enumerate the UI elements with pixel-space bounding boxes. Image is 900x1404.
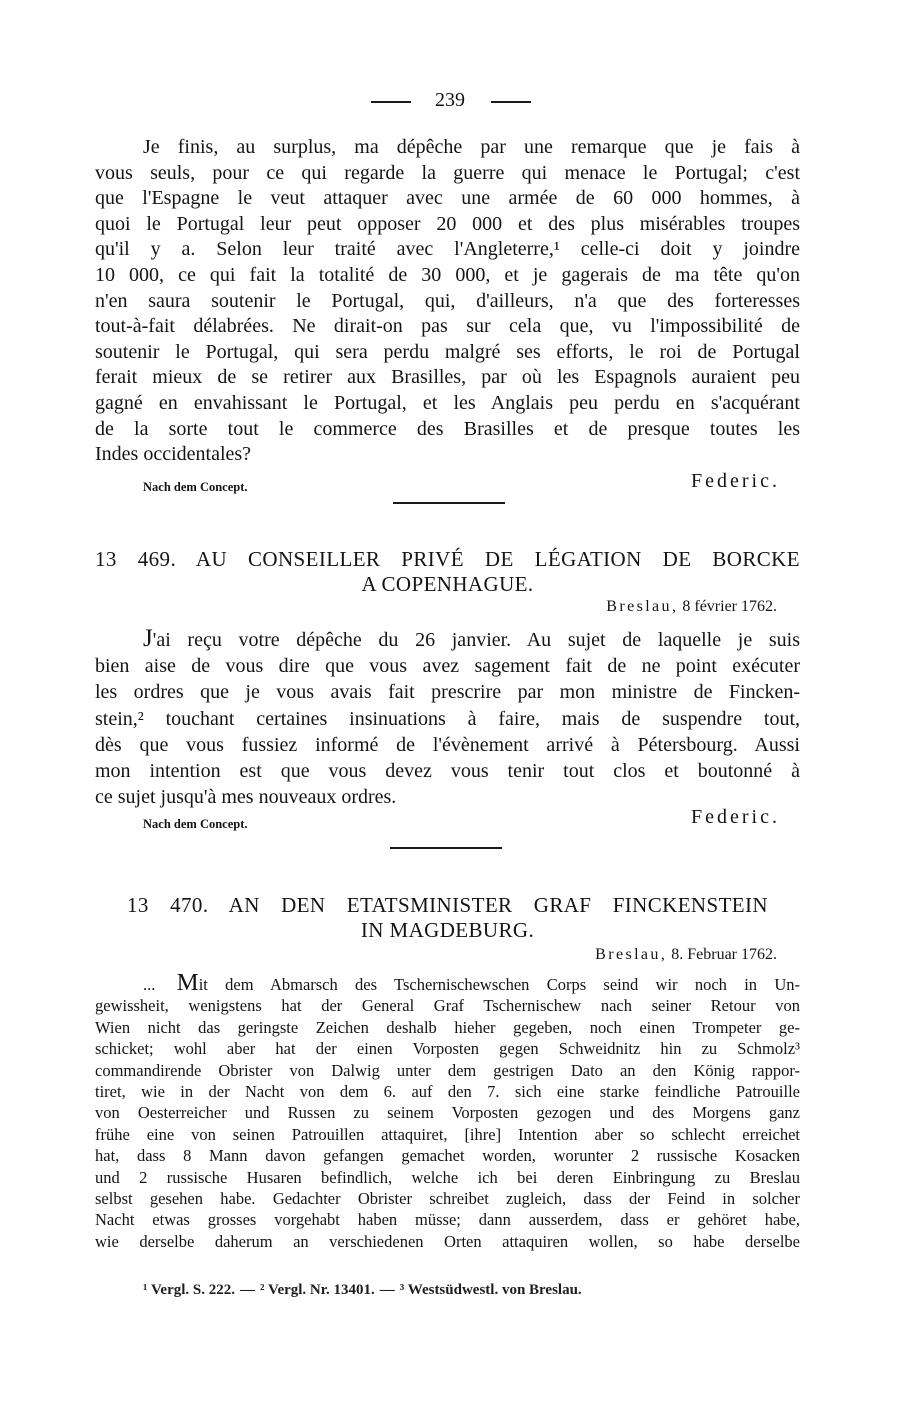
letter-addressee: AN DEN ETATSMINISTER GRAF FINCKENSTEIN [228, 893, 768, 917]
text-line: 10 000, ce qui fait la totalité de 30 000, et je gagerais de ma tête qu'on [95, 263, 800, 286]
first-line-text: 'ai reçu votre dépêche du 26 janvier. Au sujet de laquelle je suis [152, 629, 800, 651]
signature: Federic. [691, 806, 780, 828]
letter-addressee: AU CONSEILLER PRIVÉ DE LÉGATION DE BORCKE [195, 547, 800, 571]
dateline-place: Breslau, [595, 946, 668, 963]
dateline [606, 597, 777, 617]
continued-letter-body [95, 135, 800, 468]
text-line: que l'Espagne le veut attaquer avec une armée de 60 000 hommes, à [95, 187, 800, 210]
text-line: hat, dass 8 Mann davon gefangen gemachet worden, worunter 2 russische Kosacken [95, 1146, 800, 1166]
letter-heading-place: A COPENHAGUE. [361, 572, 534, 596]
letter-body [95, 626, 800, 810]
text-line: wie derselbe daherum an verschiedenen Orten attaquiren wollen, so habe derselbe [95, 1231, 800, 1251]
dateline-date: 8 février 1762. [682, 598, 777, 615]
dateline-date: 8. Februar 1762. [671, 946, 777, 963]
text-line: quoi le Portugal leur peut opposer 20 000 et des plus misérables troupes [95, 212, 800, 235]
text-line: stein,² touchant certaines insinuations à faire, mais de suspendre tout, [95, 707, 800, 730]
text-line: frühe eine von seinen Patrouillen attaquiret, [ihre] Intention aber so schlecht erreichet [95, 1124, 800, 1144]
footnote-separator: — [379, 1282, 395, 1298]
section-divider [393, 502, 505, 504]
dateline-place: Breslau, [606, 598, 679, 615]
text-line: commandirende Obrister von Dalwig unter dem gestrigen Dato an den König rappor- [95, 1060, 800, 1080]
initial-letter: M [176, 969, 199, 996]
text-line: de la sorte tout le commerce des Brasilles et de presque toutes les [95, 417, 800, 440]
text-line: von Oesterreicher und Russen zu seinem Vorposten gezogen und des Morgens ganz [95, 1103, 800, 1123]
source-note: Nach dem Concept. [143, 817, 248, 831]
text-line: Indes occidentales? [95, 443, 252, 466]
text-line: Nacht etwas grosses vorgehabt haben müsse; dann ausserdem, dass er gehöret habe, [95, 1210, 800, 1230]
dateline [595, 945, 777, 965]
letter-heading [95, 547, 800, 572]
letter-number: 13 470. [127, 893, 209, 917]
text-line: n'en saura soutenir le Portugal, qui, d'ailleurs, n'a que des forteresses [95, 289, 800, 312]
footnote-3: ³ Westsüdwestl. von Breslau. [399, 1282, 582, 1298]
first-line-text: it dem Abmarsch des Tschernischewschen Corps seind wir noch in Un- [198, 975, 800, 994]
text-line: tout-à-fait délabrées. Ne dirait-on pas sur cela que, vu l'impossibilité de [95, 315, 800, 338]
text-line: gagné en envahissant le Portugal, et les Anglais peu perdu en s'acquérant [95, 391, 800, 414]
text-line: ce sujet jusqu'à mes nouveaux ordres. [95, 786, 397, 809]
ellipsis: ... [143, 975, 156, 994]
text-line: bien aise de vous dire que vous avez sagement fait de ne point exécuter [95, 655, 800, 678]
footnote-1: ¹ Vergl. S. 222. [143, 1282, 236, 1298]
text-line: dès que vous fussiez informé de l'évènement arrivé à Pétersbourg. Aussi [95, 733, 800, 756]
text-line: mon intention est que vous devez vous tenir tout clos et boutonné à [95, 760, 800, 783]
source-note: Nach dem Concept. [143, 480, 248, 494]
page-number-rule-right [491, 101, 531, 103]
signature: Federic. [691, 470, 780, 492]
text-line: qu'il y a. Selon leur traité avec l'Angleterre,¹ celle-ci doit y joindre [95, 238, 800, 261]
letter-heading-place: IN MAGDEBURG. [360, 918, 535, 942]
section-divider [390, 847, 502, 849]
text-line: schicket; wohl aber hat der einen Vorposten gegen Schweidnitz hin zu Schmolz³ [95, 1039, 800, 1059]
text-line [95, 626, 800, 653]
text-line: vous seuls, pour ce qui regarde la guerre qui menace le Portugal; c'est [95, 161, 800, 184]
initial-letter: J [143, 625, 153, 652]
footnote-separator: — [240, 1282, 256, 1298]
footnote-2: ² Vergl. Nr. 13401. [260, 1282, 375, 1298]
text-line: gewissheit, wenigstens hat der General Graf Tschernischew nach seiner Retour von [95, 996, 800, 1016]
text-line: les ordres que je vous avais fait prescrire par mon ministre de Fincken- [95, 681, 800, 704]
letter-heading [127, 893, 768, 918]
text-line: soutenir le Portugal, qui sera perdu malgré ses efforts, le roi de Portugal [95, 340, 800, 363]
text-line: ferait mieux de se retirer aux Brasilles, par où les Espagnols auraient peu [95, 366, 800, 389]
text-line: selbst gesehen habe. Gedachter Obrister schreibet zugleich, dass der Feind in solcher [95, 1189, 800, 1209]
text-line [95, 969, 800, 996]
footnotes [143, 1280, 582, 1300]
letter-number: 13 469. [95, 547, 177, 571]
text-line: und 2 russische Husaren befindlich, welche ich bei deren Einbringung zu Breslau [95, 1167, 800, 1187]
letter-body [95, 969, 800, 1252]
page-number: 239 [435, 89, 465, 111]
text-line: Je finis, au surplus, ma dépêche par une remarque que je fais à [143, 136, 800, 158]
text-line: Wien nicht das geringste Zeichen deshalb hieher gegeben, noch einen Trompeter ge- [95, 1017, 800, 1037]
text-line: tiret, wie in der Nacht von dem 6. auf den 7. sich eine starke feindliche Patrouille [95, 1082, 800, 1102]
